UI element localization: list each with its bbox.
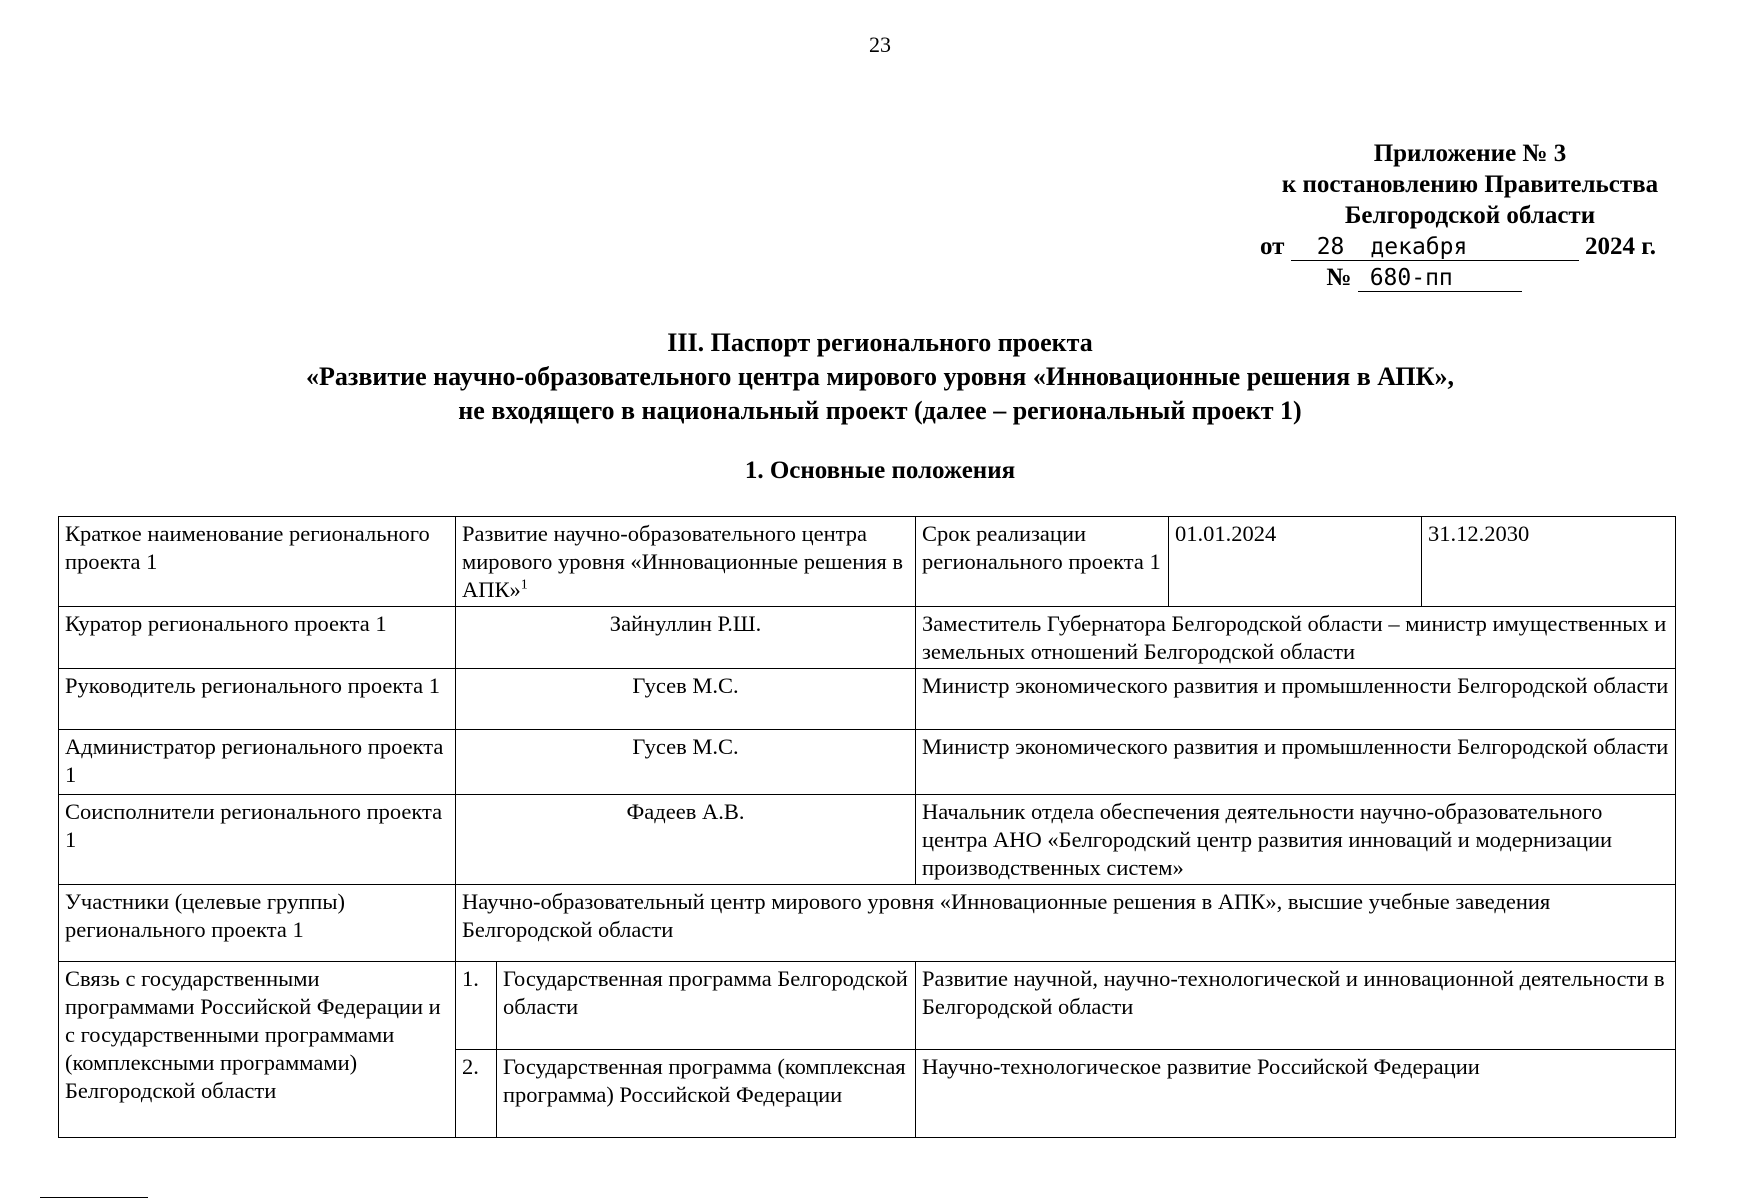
date-year: 2024 г. — [1584, 233, 1656, 260]
date-prefix: от — [1260, 233, 1285, 260]
participants-label: Участники (целевые группы) регионального проекта 1 — [59, 885, 456, 962]
program-2-num: 2. — [456, 1050, 497, 1138]
title-line-2: «Развитие научно-образовательного центра мирового уровня «Инновационные решения в АПК», — [306, 362, 1454, 391]
appendix-number-line — [1184, 262, 1664, 293]
coexec-name: Фадеев А.В. — [456, 795, 916, 885]
short-name-cell — [456, 517, 916, 607]
term-start: 01.01.2024 — [1169, 517, 1422, 607]
programs-label: Связь с государственными программами Российской Федерации и с государственными программами (комплексными программами) Белгородской области — [59, 962, 456, 1138]
admin-position: Министр экономического развития и промышленности Белгородской области — [916, 730, 1676, 795]
table-row-head — [59, 669, 1676, 730]
table-row-curator — [59, 607, 1676, 669]
footnote-separator — [40, 1197, 148, 1198]
appendix-title: Приложение № 3 — [1373, 140, 1567, 167]
curator-position: Заместитель Губернатора Белгородской области – министр имущественных и земельных отношений Белгородской области — [916, 607, 1676, 669]
program-2-name: Научно-технологическое развитие Российской Федерации — [916, 1050, 1676, 1138]
head-name: Гусев М.С. — [456, 669, 916, 730]
curator-label: Куратор регионального проекта 1 — [59, 607, 456, 669]
program-1-type: Государственная программа Белгородской области — [497, 962, 916, 1050]
table-row-participants — [59, 885, 1676, 962]
section-heading: 1. Основные положения — [744, 457, 1016, 484]
coexec-position: Начальник отдела обеспечения деятельности научно-образовательного центра АНО «Белгородский центр развития инноваций и модернизации производственных систем» — [916, 795, 1676, 885]
date-month: декабря — [1370, 234, 1468, 260]
number-prefix: № — [1326, 264, 1352, 291]
document-title — [0, 326, 1760, 428]
appendix-date-line — [1218, 231, 1698, 262]
table-row-short-name — [59, 517, 1676, 607]
appendix-line-resolution: к постановлению Правительства — [1281, 171, 1659, 198]
short-name-label: Краткое наименование регионального проекта 1 — [59, 517, 456, 607]
appendix-block — [1230, 138, 1710, 293]
curator-name: Зайнуллин Р.Ш. — [456, 607, 916, 669]
participants-value: Научно-образовательный центр мирового уровня «Инновационные решения в АПК», высшие учебные заведения Белгородской области — [456, 885, 1676, 962]
date-field — [1291, 234, 1579, 261]
table-row-admin — [59, 730, 1676, 795]
appendix-line-region: Белгородской области — [1344, 202, 1596, 229]
head-position: Министр экономического развития и промышленности Белгородской области — [916, 669, 1676, 730]
program-1-name: Развитие научной, научно-технологической и инновационной деятельности в Белгородской области — [916, 962, 1676, 1050]
footnote-mark: 1 — [520, 577, 528, 593]
page-number: 23 — [869, 32, 891, 57]
table-row-coexecutors — [59, 795, 1676, 885]
title-line-1: III. Паспорт регионального проекта — [667, 328, 1093, 357]
term-end: 31.12.2030 — [1422, 517, 1676, 607]
admin-name: Гусев М.С. — [456, 730, 916, 795]
table-row-program-1 — [59, 962, 1676, 1050]
head-label: Руководитель регионального проекта 1 — [59, 669, 456, 730]
program-1-num: 1. — [456, 962, 497, 1050]
number-field: 680-пп — [1358, 265, 1522, 292]
passport-table — [58, 516, 1676, 1138]
program-2-type: Государственная программа (комплексная программа) Российской Федерации — [497, 1050, 916, 1138]
term-label: Срок реализации регионального проекта 1 — [916, 517, 1169, 607]
coexec-label: Соисполнители регионального проекта 1 — [59, 795, 456, 885]
admin-label: Администратор регионального проекта 1 — [59, 730, 456, 795]
title-line-3: не входящего в национальный проект (далее – региональный проект 1) — [458, 396, 1302, 425]
short-name-value: Развитие научно-образовательного центра мирового уровня «Инновационные решения в АПК» — [462, 521, 903, 602]
date-day: 28 — [1316, 234, 1345, 260]
